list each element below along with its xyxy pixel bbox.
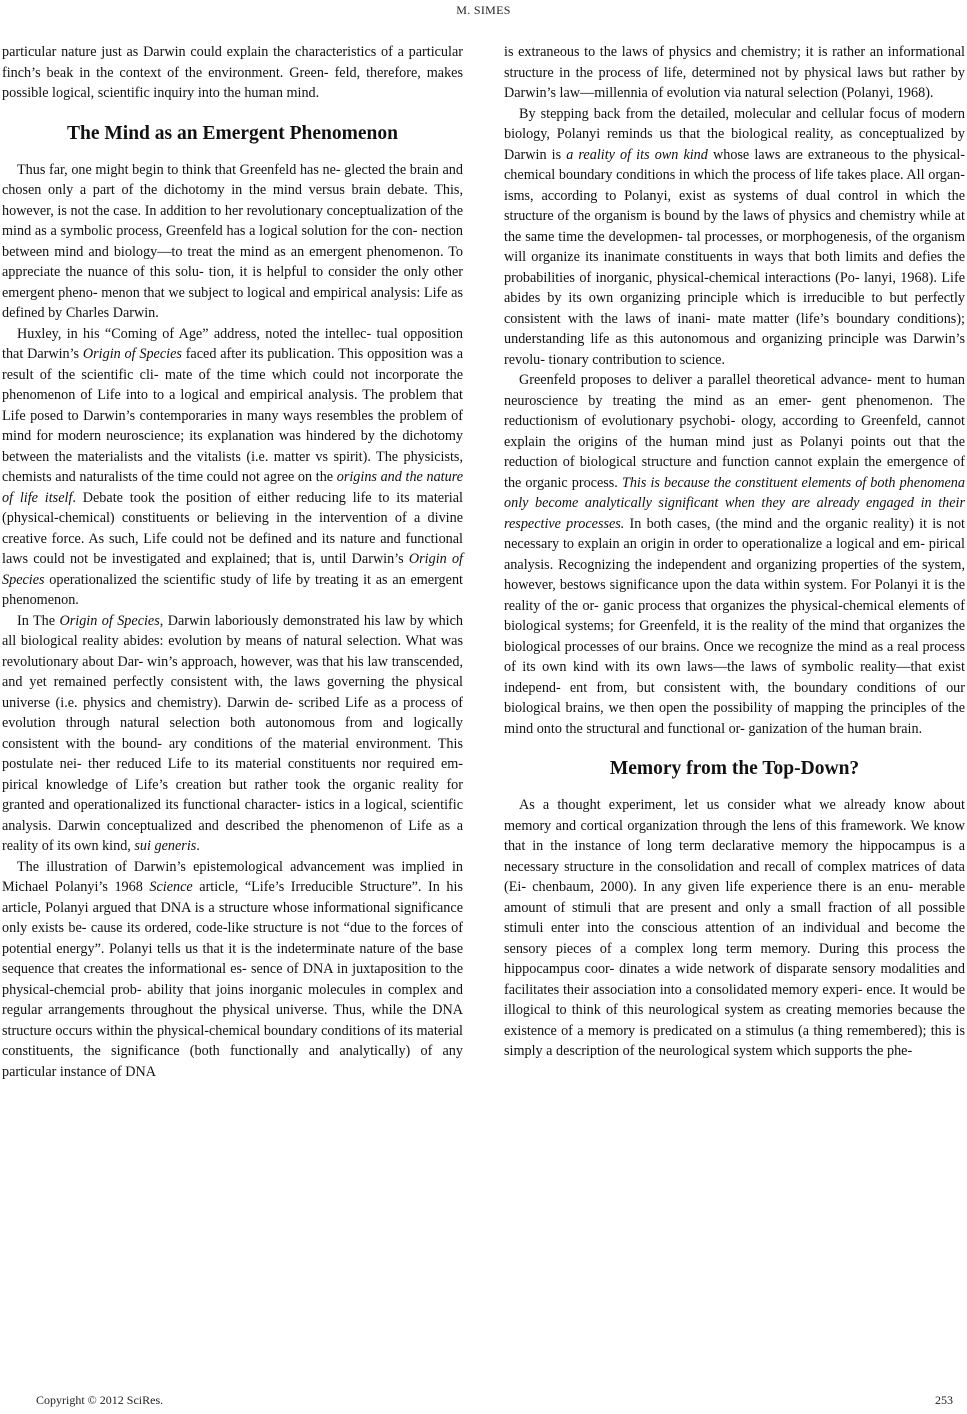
- text-run: In The: [17, 612, 60, 629]
- text-run: .: [196, 838, 200, 854]
- right-column: [504, 42, 965, 1062]
- text-run: As a thought experiment, let us consider what we already know about memory and cortical organization through the lens of this framework. We know that in the instance of long term declarative memory the hippocampus is a necessary structure in the consolidation and recall of complex matrices of data (Ei- chenbaum, 2000). In any given life experience there is an enu- merable amount of stimuli that are present and only a small fraction of all possible stimuli enter into the conscious attention of an individual and become the sensory pieces of a complex long term memory. During this process the hippocampus coor- dinates a wide network of disparate sensory modalities and facilitates their association into a consolidated memory experi- ence. It would be illogical to think of this neurological system as creating memories because the existence of a memory is predicated on a stimulus (a thing remembered); this is simply a description of the neurological system which supports the phe-: [504, 797, 965, 1059]
- paragraph: [2, 42, 463, 104]
- running-head: M. SIMES: [456, 3, 511, 17]
- paragraph: [504, 104, 965, 371]
- italic-run: Origin of Species: [59, 612, 160, 629]
- text-run: . Debate took the position of either reducing life to its material (physical-chemical) constituents or believing in the intervention of a divine creative force. As such, Life could not be defined and its nature and functional laws could not be investigated and explained; that is, until Darwin’s: [2, 489, 463, 567]
- italic-run: origins and the nature of life itself: [2, 469, 463, 506]
- text-run: Thus far, one might begin to think that Greenfeld has ne- glected the brain and chosen only a part of the dichotomy in the mind versus brain debate. This, however, is not the case. In addition to her revolutionary conceptualization of the mind as a symbolic process, Greenfeld has a logical solution for the con- nection between mind and biology—to treat the mind as an emergent phenomenon. To appreciate the nuance of this solu- tion, it is helpful to consider the only other emergent pheno- menon that we subject to logical and empirical analysis: Life as defined by Charles Darwin.: [2, 161, 463, 321]
- text-run: particular nature just as Darwin could explain the characteristics of a particular finch’s beak in the context of the environment. Green- feld, therefore, makes possible logical, scientific inquiry into the human mind.: [2, 44, 463, 101]
- text-run: article, “Life’s Irreducible Structure”. In his article, Polanyi argued that DNA is a structure whose informational significance only exists be- cause its ordered, code-like structure is not “due to the forces of potential energy”. Polanyi tells us that it is the indeterminate nature of the base sequence that creates the informational es- sence of DNA in juxtaposition to the physical-chemcial prob- ability that joins inorganic molecules in complex and regular arrangements throughout the physical universe. Thus, while the DNA structure occurs within the physical-chemical boundary conditions of its material constituents, the significance (both functionally and analytically) of any particular instance of DNA: [2, 879, 463, 1080]
- text-run: The illustration of Darwin’s epistemological advancement was implied in Michael Polanyi’s 1968: [2, 858, 463, 895]
- footer-copyright: Copyright © 2012 SciRes.: [36, 1393, 164, 1407]
- italic-run: a reality of its own kind: [566, 146, 708, 163]
- section-heading: Memory from the Top-Down?: [609, 758, 860, 779]
- paragraph: [2, 611, 463, 857]
- page-number: 253: [935, 1393, 953, 1407]
- text-run: By stepping back from the detailed, molecular and cellular focus of modern biology, Polanyi reminds us that the biological reality, as conceptualized by Darwin is: [504, 105, 965, 163]
- paragraph: [2, 160, 463, 324]
- section-heading: The Mind as an Emergent Phenomenon: [67, 122, 398, 144]
- paragraph: [504, 795, 965, 1062]
- text-run: is extraneous to the laws of physics and chemistry; it is rather an informational structure in the process of life, determined not by physical laws but rather by Darwin’s law—millennia of evolution via natural selection (Polanyi, 1968).: [504, 44, 965, 101]
- italic-run: This is because the constituent elements of both phenomena only become analytically significant when they are already engaged in their respective processes.: [504, 474, 965, 532]
- text-run: Greenfeld proposes to deliver a parallel theoretical advance- ment to human neuroscience by treating the mind as an emer- gent phenomenon. The reductionism of evolutionary psychobi- ology, according to Greenfeld, cannot explain the origins of the human mind just as Polanyi points out that the reduction of biological structure and function cannot explain the emergence of the organic process.: [504, 372, 965, 491]
- left-column: [2, 42, 463, 1082]
- paragraph: [2, 324, 463, 611]
- paragraph: [2, 857, 463, 1083]
- text-run: , Darwin laboriously demonstrated his law by which all biological reality abides: evolution by means of natural selection. What was revolutionary about Dar- win’s approach, however, was that his law transcended, and yet remained perfectly consistent with, the laws governing the physical universe (i.e. physics and chemistry). Darwin de- scribed Life as a process of evolution through natural selection both autonomous from and logically consistent with the bound- ary conditions of the material environment. This postulate nei- ther reduced Life to its material constituents nor required em- pirical knowledge of Life’s creation but rather took the organic reality for granted and operationalized its functional character- istics in a logical, scientific analysis. Darwin conceptualized and described the phenomenon of Life as a reality of its own kind,: [2, 612, 464, 854]
- italic-run: Origin of Species: [2, 551, 463, 588]
- paragraph: [504, 370, 965, 739]
- italic-run: sui generis: [134, 838, 197, 854]
- paragraph: [504, 42, 965, 104]
- text-run: operationalized the scientific study of life by treating it as an emergent phenomenon.: [2, 571, 463, 608]
- text-run: In both cases, (the mind and the organic reality) it is not necessary to explain an origin in order to operationalize a logical and em- pirical analysis. Recognizing the independent and organizing properties of the system, however, bestows significance upon the data within system. For Polanyi it is the reality of the or- ganic process that organizes the physical-chemical elements of biological systems; for Greenfeld, it is the reality of the mind that organizes the biological processes of our brains. Once we recognize the mind as a real process of its own kind with its own laws—the laws of symbolic reality—that exist independ- ent from, but consistent with, the boundary conditions of our biological brains, we then open the possibility of mapping the principles of the mind onto the structural and functional or- ganization of the human brain.: [504, 515, 965, 737]
- text-run: whose laws are extraneous to the physical-chemical boundary conditions in which the process of life takes place. All organ- isms, according to Polanyi, exist as systems of dual control in which the structure of the organism is bound by the laws of physics and chemistry while at the same time the developmen- tal processes, or morphogenesis, of the organism will organize its inanimate constituents in ways that both limits and defies the probabilities of inorganic, physical-chemical interactions (Po- lanyi, 1968). Life abides by its own organizing principle which is irreducible to but perfectly consistent with the laws of inani- mate matter (life’s boundary conditions); understanding life as this autonomous and organizing principle was Darwin’s revolu- tionary contribution to science.: [504, 146, 966, 368]
- text-run: faced after its publication. This opposition was a result of the scientific cli- mate of the time which could not incorporate the phenomenon of Life into to a logical and empirical analysis. The problem that Life posed to Darwin’s contemporaries in many ways resembles the problem of mind for modern neuroscience; its explanation was hindered by the dichotomy between the materialists and the vitalists (i.e. matter vs spirit). The physicists, chemists and naturalists of the time could not agree on the: [2, 346, 463, 485]
- italic-run: Science: [149, 879, 193, 895]
- italic-run: Origin of Species: [82, 346, 182, 362]
- text-run: Huxley, in his “Coming of Age” address, noted the intellec- tual opposition that Darwin’s: [2, 325, 463, 362]
